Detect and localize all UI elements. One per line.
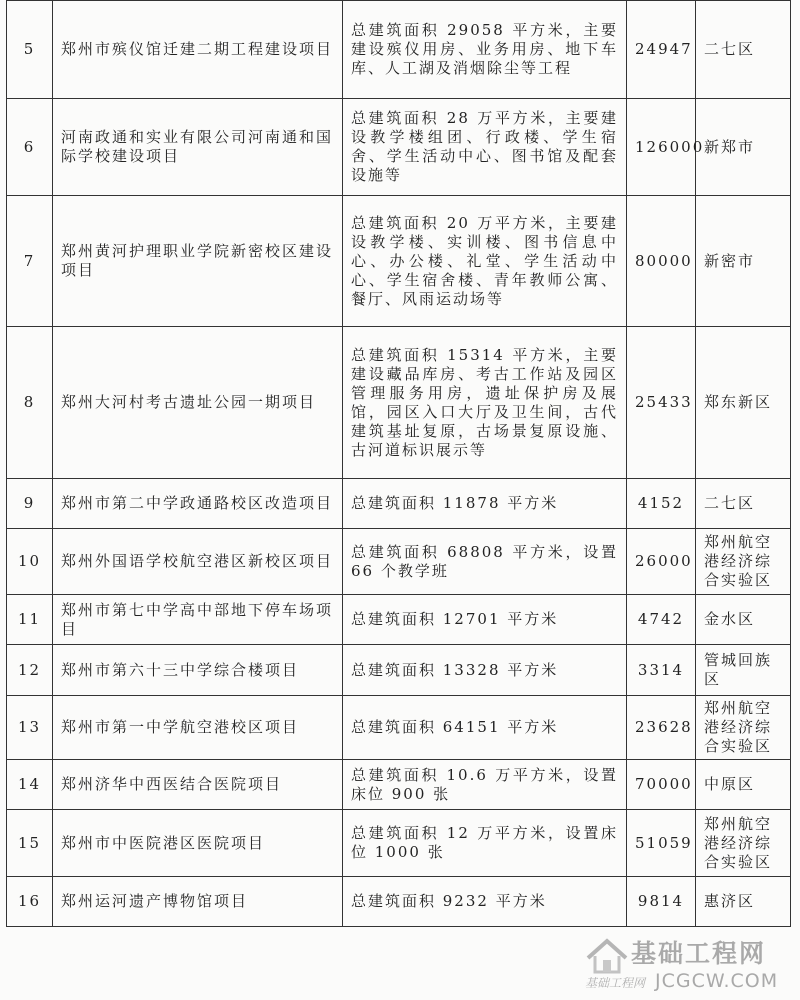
project-name-cell: 郑州市第六十三中学综合楼项目 <box>53 645 343 696</box>
project-name-cell: 郑州市殡仪馆迁建二期工程建设项目 <box>53 1 343 99</box>
district-cell: 中原区 <box>696 760 791 810</box>
construction-description-cell: 总建筑面积 12701 平方米 <box>343 595 627 645</box>
district-cell: 金水区 <box>696 595 791 645</box>
construction-description-cell: 总建筑面积 29058 平方米，主要建设殡仪用房、业务用房、地下车库、人工湖及消烟除尘等工程 <box>343 1 627 99</box>
construction-description-cell: 总建筑面积 11878 平方米 <box>343 479 627 529</box>
district-cell: 新郑市 <box>696 99 791 196</box>
project-name-cell: 郑州运河遗产博物馆项目 <box>53 877 343 927</box>
watermark-url: JCGCW.COM <box>655 970 779 992</box>
house-logo-icon <box>585 936 629 976</box>
row-number-cell: 16 <box>7 877 53 927</box>
district-cell: 惠济区 <box>696 877 791 927</box>
project-name-cell: 郑州市第二中学政通路校区改造项目 <box>53 479 343 529</box>
row-number-cell: 10 <box>7 529 53 595</box>
investment-amount-cell: 25433 <box>627 327 696 479</box>
table-row <box>7 99 791 196</box>
construction-description-cell: 总建筑面积 13328 平方米 <box>343 645 627 696</box>
table-row <box>7 327 791 479</box>
table-row <box>7 810 791 877</box>
row-number-cell: 5 <box>7 1 53 99</box>
district-cell: 管城回族区 <box>696 645 791 696</box>
construction-description-cell: 总建筑面积 68808 平方米，设置 66 个教学班 <box>343 529 627 595</box>
project-name-cell: 郑州济华中西医结合医院项目 <box>53 760 343 810</box>
district-cell: 新密市 <box>696 196 791 327</box>
project-table <box>6 0 791 927</box>
investment-amount-cell: 51059 <box>627 810 696 877</box>
investment-amount-cell: 23628 <box>627 696 696 760</box>
construction-description-cell: 总建筑面积 28 万平方米，主要建设教学楼组团、行政楼、学生宿舍、学生活动中心、图书馆及配套设施等 <box>343 99 627 196</box>
watermark-title: 基础工程网 <box>631 939 767 968</box>
investment-amount-cell: 3314 <box>627 645 696 696</box>
construction-description-cell: 总建筑面积 12 万平方米，设置床位 1000 张 <box>343 810 627 877</box>
table-row <box>7 877 791 927</box>
table-row <box>7 196 791 327</box>
table-row <box>7 529 791 595</box>
investment-amount-cell: 80000 <box>627 196 696 327</box>
investment-amount-cell: 126000 <box>627 99 696 196</box>
row-number-cell: 13 <box>7 696 53 760</box>
investment-amount-cell: 26000 <box>627 529 696 595</box>
project-name-cell: 郑州市第一中学航空港校区项目 <box>53 696 343 760</box>
row-number-cell: 12 <box>7 645 53 696</box>
table-row <box>7 1 791 99</box>
project-name-cell: 郑州外国语学校航空港区新校区项目 <box>53 529 343 595</box>
construction-description-cell: 总建筑面积 64151 平方米 <box>343 696 627 760</box>
row-number-cell: 8 <box>7 327 53 479</box>
investment-amount-cell: 9814 <box>627 877 696 927</box>
investment-amount-cell: 4742 <box>627 595 696 645</box>
construction-description-cell: 总建筑面积 9232 平方米 <box>343 877 627 927</box>
table-row <box>7 696 791 760</box>
project-table-body <box>7 1 791 927</box>
investment-amount-cell: 70000 <box>627 760 696 810</box>
district-cell: 郑东新区 <box>696 327 791 479</box>
row-number-cell: 6 <box>7 99 53 196</box>
construction-description-cell: 总建筑面积 10.6 万平方米，设置床位 900 张 <box>343 760 627 810</box>
project-name-cell: 河南政通和实业有限公司河南通和国际学校建设项目 <box>53 99 343 196</box>
project-name-cell: 郑州市第七中学高中部地下停车场项目 <box>53 595 343 645</box>
row-number-cell: 11 <box>7 595 53 645</box>
district-cell: 郑州航空港经济综合实验区 <box>696 810 791 877</box>
row-number-cell: 15 <box>7 810 53 877</box>
row-number-cell: 7 <box>7 196 53 327</box>
row-number-cell: 9 <box>7 479 53 529</box>
project-name-cell: 郑州大河村考古遗址公园一期项目 <box>53 327 343 479</box>
investment-amount-cell: 4152 <box>627 479 696 529</box>
table-row <box>7 645 791 696</box>
site-watermark <box>585 930 795 995</box>
construction-description-cell: 总建筑面积 15314 平方米，主要建设藏品库房、考古工作站及园区管理服务用房，遗址保护房及展馆，园区入口大厅及卫生间，古代建筑基址复原，古场景复原设施、古河道标识展示等 <box>343 327 627 479</box>
project-name-cell: 郑州市中医院港区医院项目 <box>53 810 343 877</box>
investment-amount-cell: 24947 <box>627 1 696 99</box>
table-row <box>7 479 791 529</box>
district-cell: 郑州航空港经济综合实验区 <box>696 696 791 760</box>
district-cell: 郑州航空港经济综合实验区 <box>696 529 791 595</box>
watermark-script-logo: 基础工程网 <box>585 976 646 990</box>
table-row <box>7 595 791 645</box>
district-cell: 二七区 <box>696 1 791 99</box>
row-number-cell: 14 <box>7 760 53 810</box>
project-name-cell: 郑州黄河护理职业学院新密校区建设项目 <box>53 196 343 327</box>
table-row <box>7 760 791 810</box>
construction-description-cell: 总建筑面积 20 万平方米，主要建设教学楼、实训楼、图书信息中心、办公楼、礼堂、学生活动中心、学生宿舍楼、青年教师公寓、餐厅、风雨运动场等 <box>343 196 627 327</box>
district-cell: 二七区 <box>696 479 791 529</box>
